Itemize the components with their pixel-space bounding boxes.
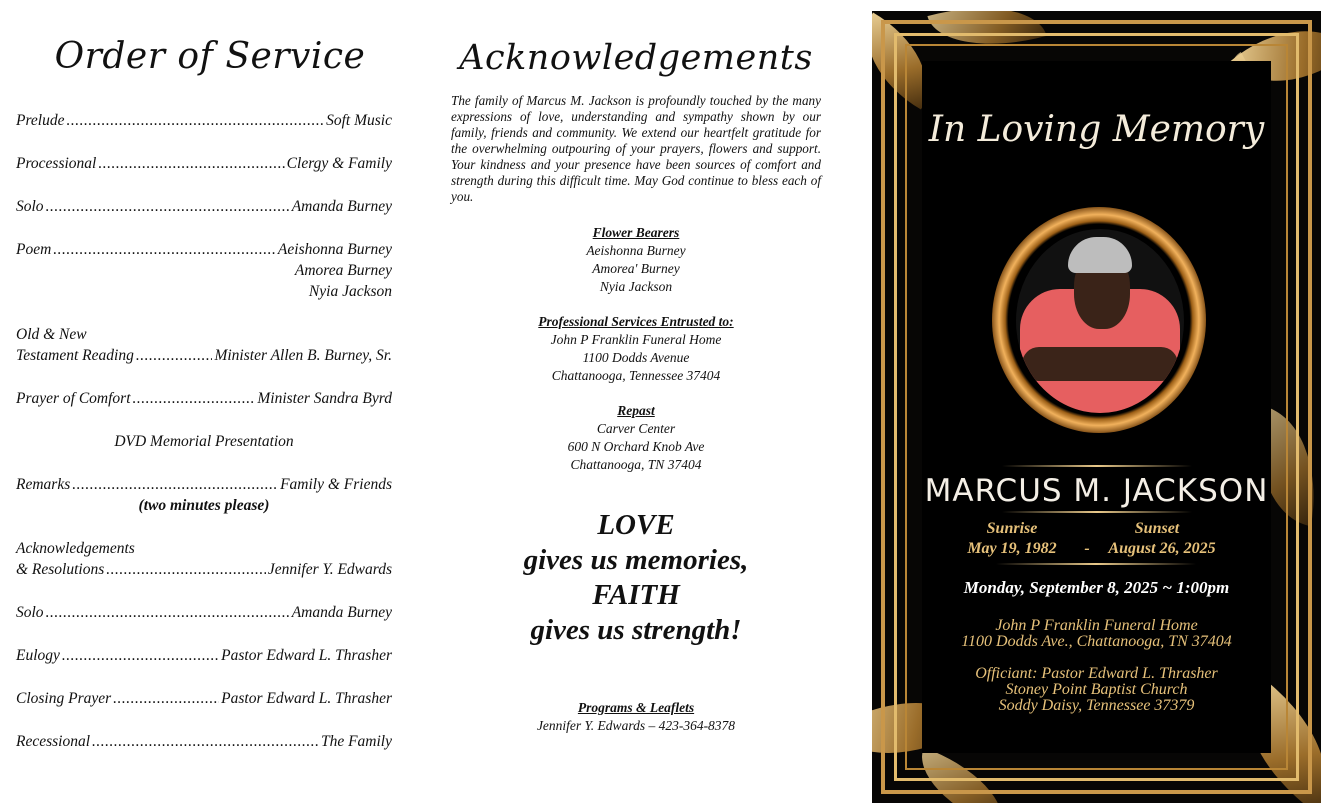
oos-value: The Family (320, 733, 392, 750)
oos-row-closing-prayer (16, 688, 392, 709)
acknowledgements-title: Acknowledgements (459, 38, 813, 78)
officiant: Officiant: Pastor Edward L. Thrasher (975, 665, 1218, 682)
oos-label: Eulogy (16, 647, 60, 664)
professional-services-heading: Professional Services Entrusted to: (538, 314, 734, 329)
funeral-home-name: John P Franklin Funeral Home (995, 617, 1198, 634)
oos-row-remarks (16, 474, 392, 495)
flower-bearer: Aeishonna Burney (586, 243, 686, 258)
oos-value: Minister Allen B. Burney, Sr. (214, 347, 392, 364)
professional-services-block (440, 313, 832, 385)
gold-divider (1002, 511, 1192, 513)
repast-line: Chattanooga, TN 37404 (570, 457, 702, 472)
oos-dvd-presentation: DVD Memorial Presentation (114, 433, 294, 450)
service-date-time: Monday, September 8, 2025 ~ 1:00pm (963, 578, 1230, 597)
oos-label: Closing Prayer (16, 690, 112, 707)
services-line: John P Franklin Funeral Home (550, 332, 722, 347)
oos-row-recessional (16, 731, 392, 752)
oos-label: Solo (16, 604, 44, 621)
funeral-home-address: 1100 Dodds Ave., Chattanooga, TN 37404 (961, 633, 1232, 650)
oos-row-testament-reading (16, 345, 392, 366)
sunrise-date: May 19, 1982 (967, 540, 1057, 557)
order-of-service-title: Order of Service (54, 36, 366, 77)
in-loving-memory-heading: In Loving Memory (928, 109, 1265, 150)
portrait-photo (1016, 229, 1184, 413)
oos-value: Minister Sandra Byrd (257, 390, 392, 407)
oos-label: Testament Reading (16, 347, 134, 364)
oos-row-poem (16, 239, 392, 260)
dates-dash: - (1084, 540, 1090, 557)
repast-line: Carver Center (596, 421, 676, 436)
sunset-label: Sunset (1134, 520, 1180, 537)
quote-line: LOVE (597, 509, 675, 541)
oos-old-new-line: Old & New (16, 326, 87, 343)
oos-value: Aeishonna Burney (277, 241, 392, 258)
oos-row-resolutions (16, 559, 392, 580)
oos-label: Processional (16, 155, 97, 172)
services-line: Chattanooga, Tennessee 37404 (551, 368, 721, 383)
poem-reader-3: Nyia Jackson (308, 283, 392, 300)
oos-label: Recessional (16, 733, 91, 750)
love-faith-quote (440, 508, 832, 648)
flower-bearers-block (440, 224, 832, 296)
oos-label: Prayer of Comfort (16, 390, 131, 407)
oos-label: Prelude (16, 112, 65, 129)
flower-bearer: Amorea' Burney (592, 261, 680, 276)
oos-row-prayer-of-comfort (16, 388, 392, 409)
oos-label: Solo (16, 198, 44, 215)
sunrise-label: Sunrise (986, 520, 1038, 537)
oos-row-processional (16, 153, 392, 174)
order-of-service-list (16, 110, 392, 752)
order-of-service-panel (0, 0, 420, 809)
portrait-figure-arms (1022, 347, 1178, 381)
services-line: 1100 Dodds Avenue (582, 350, 690, 365)
memorial-cover (872, 11, 1321, 803)
oos-value: Jennifer Y. Edwards (267, 561, 392, 578)
oos-label: Poem (16, 241, 52, 258)
oos-value: Clergy & Family (286, 155, 392, 172)
oos-row-prelude (16, 110, 392, 131)
oos-value: Amanda Burney (291, 604, 392, 621)
oos-row-solo-2 (16, 602, 392, 623)
repast-line: 600 N Orchard Knob Ave (567, 439, 705, 454)
poem-reader-2: Amorea Burney (294, 262, 392, 279)
oos-ack-line: Acknowledgements (16, 540, 135, 557)
oos-value: Family & Friends (280, 476, 392, 493)
quote-line: gives us memories, (523, 544, 749, 576)
gold-divider (996, 563, 1196, 565)
repast-heading: Repast (617, 403, 655, 418)
gold-divider (1002, 465, 1192, 467)
oos-label: Remarks (16, 476, 71, 493)
repast-block (440, 402, 832, 474)
oos-value: Amanda Burney (291, 198, 392, 215)
acknowledgements-panel (440, 0, 832, 809)
sunset-date: August 26, 2025 (1108, 540, 1216, 557)
oos-row-solo (16, 196, 392, 217)
deceased-name: MARCUS M. JACKSON (924, 473, 1269, 509)
oos-row-eulogy (16, 645, 392, 666)
acknowledgement-paragraph: The family of Marcus M. Jackson is profoundly touched by the many expressions of love, understanding and sympathy shown by our family, friends and community. We extend our heartfelt gratitude for the overwhelming outpouring of your prayers, flowers and support. Your kindness and your presence have been sources of comfort and strength during this difficult time. May God continue to bless each of you. (451, 93, 821, 204)
oos-value: Soft Music (326, 112, 392, 129)
flower-bearers-heading: Flower Bearers (592, 225, 680, 240)
oos-label: & Resolutions (16, 561, 105, 578)
church-location: Soddy Daisy, Tennessee 37379 (998, 697, 1195, 714)
quote-line: gives us strength! (530, 614, 742, 646)
oos-value: Pastor Edward L. Thrasher (221, 690, 392, 707)
programs-block (440, 699, 832, 735)
flower-bearer: Nyia Jackson (599, 279, 673, 294)
programs-contact: Jennifer Y. Edwards – 423-364-8378 (536, 718, 736, 733)
oos-value: Pastor Edward L. Thrasher (221, 647, 392, 664)
programs-heading: Programs & Leaflets (577, 700, 695, 715)
oos-remarks-note: (two minutes please) (138, 497, 270, 514)
church-name: Stoney Point Baptist Church (1005, 681, 1188, 698)
portrait-figure-cap (1068, 237, 1132, 273)
quote-line: FAITH (592, 579, 680, 611)
